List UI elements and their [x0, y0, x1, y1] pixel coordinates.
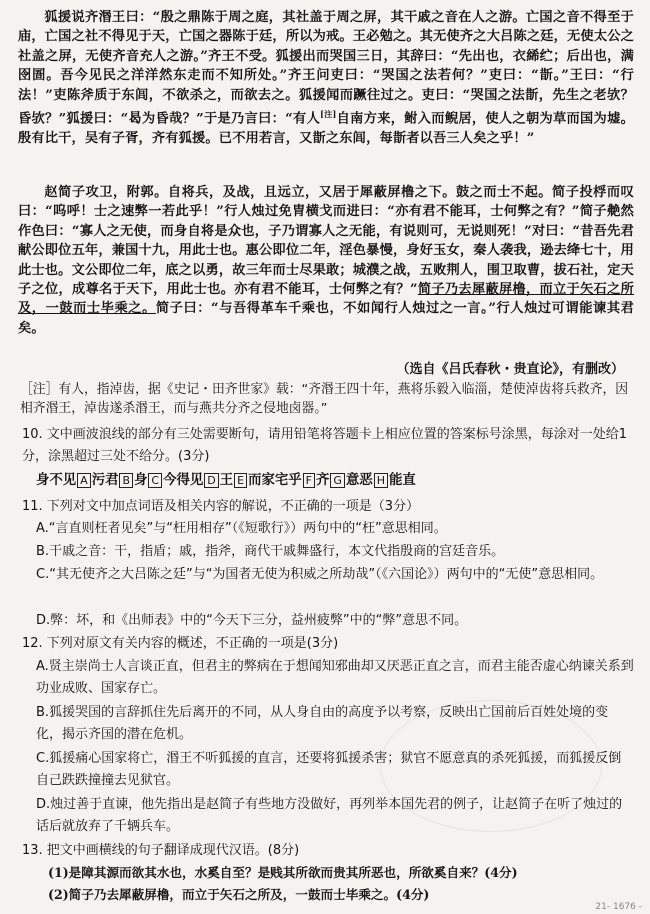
question-13-item-1: (1)是障其源而欲其水也，水奚自至？是贱其所欲而贵其所恶也，所欲奚自来？(4分)	[48, 865, 518, 880]
question-13-stem: 13. 把文中画横线的句子翻译成现代汉语。(8分)	[22, 843, 300, 858]
break-option-a[interactable]: A	[77, 473, 91, 488]
option-label: C.	[36, 567, 50, 582]
option-text: 狐援哭国的言辞抓住先后离开的不同，从人身自由的高度予以考察，反映出亡国前后百姓处境的变化，揭示齐国的潜在危机。	[36, 705, 609, 742]
question-12-stem: 12. 下列对原文有关内容的概述，不正确的一项是(3分)	[22, 636, 339, 651]
passage-p1-tail: 自南方来，鲋入而鲵居，使人之朝为草而国为墟。殷有比干，吴有子胥，齐有狐援。已不用若言，又斮之东闾，每斮者以吾三人矣之乎！”	[18, 111, 634, 146]
segment-text: 意恶	[345, 472, 373, 488]
note-marker: [注]	[320, 109, 337, 120]
segment-text: 王	[219, 472, 234, 488]
question-11-option-b[interactable]	[36, 541, 634, 563]
option-text: 烛过善于直谏，他先指出是赵简子有些地方没做好，再列举本国先君的例子，让赵简子在听了烛过的话后就放弃了千辆兵车。	[36, 797, 623, 834]
question-12-option-d[interactable]	[36, 794, 634, 838]
break-option-g[interactable]: G	[330, 473, 345, 488]
option-text: “其无使齐之大吕陈之廷”与“为国者无使为积威之所劫哉”（《六国论》）两句中的“无使”意思相同。	[49, 567, 604, 582]
page-footer-code: 21- 1676 -	[595, 902, 642, 912]
question-12-option-c[interactable]	[36, 748, 634, 792]
segment-text: 而家宅乎	[248, 472, 302, 488]
option-label: D.	[36, 797, 51, 812]
question-11-stem: 11. 下列对文中加点词语及相关内容的解说，不正确的一项是（3分）	[22, 499, 420, 514]
segment-text: 今得见	[163, 472, 204, 488]
option-text: 贤主崇尚士人言谈正直，但君主的弊病在于想闻知邪曲却又厌恶正直之言，而君主能否虚心纳谏关系到功业成败、国家存亡。	[36, 659, 634, 696]
option-label: C.	[36, 751, 50, 766]
break-option-e[interactable]: E	[234, 473, 247, 488]
option-label: B.	[36, 544, 50, 559]
option-text: 狐援痛心国家将亡，湣王不听狐援的直言，还要将狐援杀害；狱官不愿意真的杀死狐援，而狐援反倒自己跌跌撞撞去见狱官。	[36, 751, 622, 788]
option-text: 弊：坏，和《出师表》中的“今天下三分，益州疲弊”中的“弊”意思不同。	[50, 613, 468, 628]
segment-text: 齐	[316, 472, 330, 488]
segment-text: 身不见	[36, 472, 77, 488]
question-11-option-c[interactable]	[36, 564, 634, 586]
option-text: 干戚之音：干，指盾；戚，指斧，商代干戚舞盛行，本文代指殷商的宫廷音乐。	[49, 544, 505, 559]
passage-p2-text-a: 赵简子攻卫，附郭。自将兵，及战，且远立，又居于犀蔽屏橹之下。鼓之而士不起。简子投桴而叹曰：“呜呼！士之速弊一若此乎！”行人烛过免胄横戈而进曰：“亦有君不能耳，士何弊之有？”简子艴然作色曰：“寡人之无使，而身自将是众也，子乃谓寡人之无能，有说则可，无说则死！”对曰：“昔吾先君献公即位五年，兼国十九，用此士也。惠公即位二年，淫色暴慢，身好玉女，秦人袭我，逊去绛七十，用此士也。文公即位二年，底之以勇，故三年而士尽果敢；城濮之战，五败荆人，围卫取曹，拔石社，定天子之位，成尊名于天下，用此士也。亦有君不能耳，士何弊之有？”	[18, 185, 634, 298]
question-11-option-d[interactable]	[36, 610, 634, 632]
option-label: A.	[36, 659, 49, 674]
option-label: A.	[36, 521, 49, 536]
option-label: B.	[36, 705, 50, 720]
segment-text: 能直	[388, 472, 416, 488]
segment-text: 身	[134, 472, 148, 488]
break-option-h[interactable]: H	[374, 473, 388, 488]
underlined-sentence: 简子乃去犀蔽屏橹，而立于矢石之所及，一鼓而士毕乘之。	[18, 282, 634, 317]
passage-p2-text-b: 简子曰：“与吾得革车千乘也，不如闻行人烛过之一言。”行人烛过可谓能谏其君矣。	[18, 301, 634, 336]
question-12-option-a[interactable]	[36, 656, 634, 700]
question-11-option-a[interactable]	[36, 518, 634, 540]
break-option-c[interactable]: C	[148, 473, 162, 488]
question-10-segments	[36, 469, 416, 488]
question-10-stem: 10. 文中画波浪线的部分有三处需要断句，请用铅笔将答题卡上相应位置的答案标号涂黑，每涂对一处给1分，涂黑超过三处不给分。(3分)	[22, 427, 628, 464]
passage-paragraph-1	[18, 8, 634, 148]
passage-source: （选自《吕氏春秋・贵直论》，有删改）	[396, 362, 624, 377]
break-option-d[interactable]: D	[204, 473, 218, 488]
segment-text: 污君	[91, 472, 119, 488]
question-12-option-b[interactable]	[36, 702, 634, 746]
break-option-b[interactable]: B	[119, 473, 133, 488]
passage-paragraph-2	[18, 183, 634, 338]
option-label: D.	[36, 613, 51, 628]
passage-p1-text: 狐援说齐湣王曰：“殷之鼎陈于周之庭，其社盖于周之屏，其干戚之音在人之游。亡国之音不得至于庙，亡国之社不得见于天，亡国之器陈于廷，所以为戒。王必勉之。其无使齐之大吕陈之廷，无使太公之社盖之屏，无使齐音充人之游。”齐王不受。狐援出而哭国三日，其辞曰：“先出也，衣絺纻；后出也，满囹圄。吾今见民之洋洋然东走而不知所处。”齐王问吏曰：“哭国之法若何？”吏曰：“斮。”王曰：“行法！”吏陈斧质于东闾，不欲杀之，而欲去之。狐援闻而蹶往过之。吏曰：“哭国之法斮，先生之老欤？昏欤？”狐援曰：“曷为昏哉？”于是乃言曰：“有人	[18, 10, 634, 127]
option-text: “言直则枉者见矣”与“枉用相存”（《短歌行》）两句中的“枉”意思相同。	[48, 521, 447, 536]
passage-annotation: ［注］有人，指淖齿，据《史记・田齐世家》载：“齐湣王四十年，燕将乐毅入临淄，楚使淖齿将兵救齐，因相齐湣王，淖齿遂杀湣王，而与燕共分齐之侵地卤器。”	[20, 382, 629, 416]
question-13-item-2: (2)简子乃去犀蔽屏橹，而立于矢石之所及，一鼓而士毕乘之。(4分)	[48, 887, 430, 902]
break-option-f[interactable]: F	[303, 473, 315, 488]
